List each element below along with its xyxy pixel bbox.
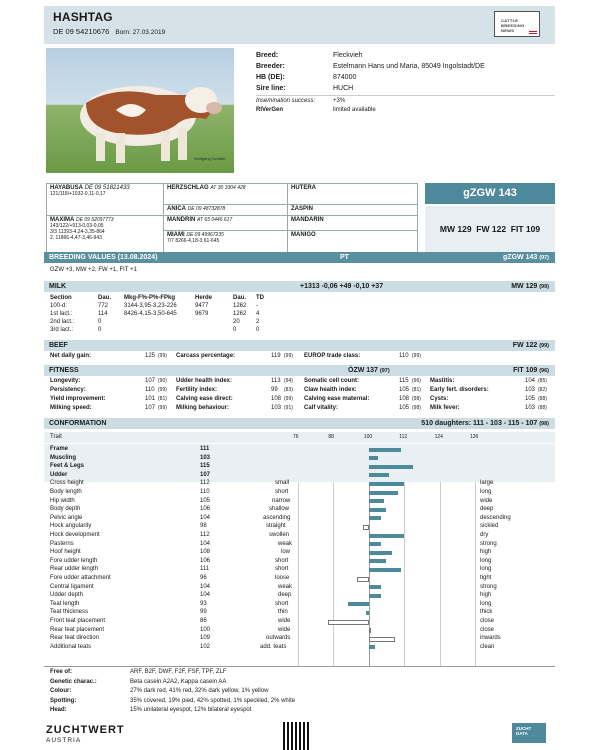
trait-value: 112 [200,480,210,487]
fitness-value: 110 [145,387,155,393]
trait-high: strong [480,540,497,547]
trait-value: 100 [200,626,211,633]
trait-bar [328,620,369,625]
trait-high: large [480,480,494,487]
milk-cell: 772 [98,303,109,309]
milk-cell: - [256,303,258,309]
trait-low: shallow [269,506,290,513]
trait-name: Udder [50,471,68,478]
trait-bar [369,473,390,477]
pedigree-dam: MAXIMA DE 09 52097773 143/122/+913-0,03-0,05 3/3 11393-4,24-3,35-864 2. 11866-4,47-3,46-943 [47,216,164,255]
trait-name: Front teat placement [50,618,106,624]
conformation-bar: CONFORMATION 510 daughters: 111 - 103 - 115 - 107 (98) [44,418,555,429]
fitness-label: Claw health index: [304,387,357,393]
trait-low: loose [275,575,290,581]
born-date: Born: 27.03.2019 [115,29,166,36]
bull-photo [46,48,234,173]
zuchtwert-logo: ZUCHTWERT [46,724,125,736]
footer-label: Free of: [50,669,73,675]
trait-name: Rear teat direction [50,635,100,642]
fitness-value: 105 [399,405,410,411]
trait-name: Pasterns [50,540,74,547]
gzw-total: gZGW 143 [425,183,555,204]
info2-value: limited available [333,107,376,113]
milk-cell: 2nd lact.: [50,319,75,325]
trait-name: Hock development [50,532,100,538]
fitness-label: Udder health index: [176,378,233,384]
trait-bar [369,542,381,546]
fitness-rel: (88) [538,405,547,411]
fitness-rel: (85) [538,378,547,384]
trait-low: swollen [269,532,290,538]
milk-header: Dau. [98,295,112,301]
fitness-value: 99 [271,387,278,393]
milk-cell: 114 [98,311,108,317]
scale-tick: 136 [470,434,479,440]
trait-value: 104 [200,592,211,599]
trait-bar [369,482,404,486]
trait-high: tight [480,575,492,581]
trait-bar [369,594,381,598]
fitness-value: 103 [271,405,282,411]
trait-value: 102 [200,643,211,650]
footer-label: Spotting: [50,697,77,704]
info-label: Sire line: [256,85,286,92]
pedigree-dss: MANDARIN [288,216,418,231]
trait-low: wide [278,626,291,633]
trait-low: short [275,557,289,564]
fitness-value: 105 [525,396,536,402]
trait-bar [369,628,371,633]
trait-value: 105 [200,497,211,504]
milk-cell: 3144-3,95-3,23-226 [124,303,177,309]
trait-bar [369,551,393,555]
beef-rel: (99) [158,353,167,359]
trait-high: inwards [480,635,501,642]
trait-low: narrow [272,497,291,504]
trait-high: sickled [480,523,499,530]
milk-cell: 2 [256,319,260,325]
fitness-label: Milking behaviour: [176,405,230,411]
trait-low: short [275,600,289,607]
trait-low: weak [278,540,293,547]
zuchtdata-logo: ZUCHT DATA [512,723,546,743]
info-value: HUCH [333,85,354,92]
trait-bar [348,602,369,606]
trait-bar [363,525,369,530]
header-band [44,6,555,44]
milk-header: Dau. [233,295,247,301]
trait-low: add. teats [260,643,287,650]
fitness-rel: (96) [412,378,421,384]
trait-name: Body depth [50,506,81,513]
milk-cell: 9679 [195,311,209,317]
fitness-rel: (99) [158,405,167,411]
fitness-value: 108 [271,396,282,402]
pedigree-table [46,183,418,255]
fitness-value: 103 [525,387,536,393]
footer-label: Head: [50,707,67,713]
trait-value: 111 [200,446,210,452]
trait-value: 112 [200,532,210,538]
trait-value: 108 [200,549,211,556]
trait-name: Cross height [50,480,84,487]
trait-low: ascending [263,514,291,521]
beef-rel: (99) [284,353,293,359]
fitness-rel: (81) [412,387,421,393]
trait-value: 104 [200,583,211,590]
milk-header: Mkg-F%-P%-FPkg [124,295,175,301]
trait-bar [369,568,401,572]
trait-bar [369,499,384,503]
divider [256,95,555,96]
fitness-value: 108 [399,396,410,402]
trait-name: Hoof height [50,549,81,556]
beef-rel: (99) [412,353,421,359]
trait-high: long [480,566,492,573]
fitness-label: Calving ease direct: [176,396,233,402]
trait-name: Feet & Legs [50,463,85,470]
trait-name: Rear udder length [50,566,99,573]
trait-value: 111 [200,566,210,573]
beef-label: Net daily gain: [50,353,92,359]
trait-high: long [480,489,492,495]
milk-cell: 9477 [195,303,209,309]
trait-header: Trait [50,434,62,440]
trait-low: low [281,549,291,556]
fitness-rel: (90) [158,378,167,384]
fitness-label: Early fert. disorders: [430,387,489,393]
trait-value: 86 [200,618,207,624]
scale-tick: 112 [399,434,408,440]
trait-low: thin [278,609,288,616]
footer-value: 27% dark red, 41% red, 32% dark yellow, 1% yellow [130,688,269,694]
fitness-rel: (99) [284,396,293,402]
fitness-label: Yield improvement: [50,396,106,402]
trait-bar [369,559,387,563]
fitness-label: Cysts: [430,396,449,402]
milk-cell: 100-d: [50,303,68,309]
trait-bar [369,465,413,469]
qr-code[interactable] [283,722,311,750]
milk-header: Herde [195,295,213,301]
milk-header: TD [256,295,264,301]
footer-value: 35% covered, 19% pied, 42% spotted, 1% speckled, 2% white [130,697,296,704]
trait-high: strong [480,583,497,590]
trait-bar [369,456,378,460]
footer-label: Genetic charac.: [50,678,97,685]
trait-name: Additional teats [50,643,92,650]
beef-value: 125 [145,353,156,359]
fitness-bar: FITNESS ÖZW 137 (97) FIT 109 (96) [44,365,555,376]
trait-bar [369,516,381,520]
bull-name: HASHTAG [53,10,113,24]
trait-value: 106 [200,506,211,513]
fitness-value: 104 [525,378,536,384]
fitness-value: 107 [145,378,156,384]
pedigree-dd: MIAMI DE 09 49967235 7/7 8266-4,18-3,61-645 [164,231,288,255]
hb-number: DE 09 54210676 [53,27,110,36]
info-label: Breed: [256,52,279,59]
trait-high: close [480,626,495,633]
scale-tick: 76 [293,434,299,440]
milk-cell: 1st lact.: [50,311,73,317]
trait-bar [369,637,396,642]
milk-cell: 4 [256,311,260,317]
fitness-rel: (88) [538,396,547,402]
photo-caption: Wolfgang Schäfer [194,156,226,161]
fitness-label: Longevity: [50,378,81,384]
fitness-value: 101 [145,396,156,402]
milk-cell: 0 [98,319,102,325]
trait-low: outwards [266,635,291,642]
trait-bar [369,508,387,512]
beef-bar: BEEF FW 122 (99) [44,340,555,351]
trait-value: 107 [200,471,211,478]
beef-label: Carcass percentage: [176,353,236,359]
fitness-label: Persistency: [50,387,86,393]
milk-bar: MILK +1313 -0,06 +49 -0,10 +37 MW 129 (99) [44,281,555,292]
scale-tick: 88 [328,434,334,440]
trait-bar [357,577,369,582]
trait-value: 104 [200,540,211,547]
breeding-sub: GZW +3, MW +2, FW +1, FIT +1 [50,267,137,273]
fitness-rel: (82) [538,387,547,393]
info-value: Fleckvieh [333,52,363,59]
pedigree-ssd: ZASPIN [288,205,418,216]
pedigree-ds: MANDRIN AT 65 0446 617 [164,216,288,231]
trait-value: 99 [200,609,207,616]
trait-low: weak [278,583,293,590]
trait-high: thick [480,609,493,616]
trait-high: long [480,557,492,564]
trait-high: high [480,592,492,599]
fitness-label: Calving ease maternal: [304,396,370,402]
trait-name: Body length [50,489,82,495]
info2-value: +3% [333,98,346,104]
trait-bar [369,534,404,538]
trait-high: high [480,549,492,556]
trait-high: deep [480,506,494,513]
pedigree-ss: HERZSCHLAG AT 30 3304 428 [164,184,288,205]
milk-cell: 0 [233,327,237,333]
milk-cell: 8426-4,15-3,50-645 [124,311,177,317]
trait-value: 104 [200,514,211,521]
pedigree-sd: ANICA DE 09 48732878 [164,205,288,216]
info-value: 874000 [333,74,357,81]
fitness-rel: (98) [412,396,421,402]
trait-name: Rear teat placement [50,626,105,633]
trait-value: 103 [200,454,211,461]
trait-value: 110 [200,489,210,495]
trait-value: 106 [200,557,211,564]
trait-high: long [480,600,492,607]
milk-cell: 20 [233,319,240,325]
info-value: Estelmann Hans und Maria, 85049 Ingolstadt/DE [333,63,485,70]
fitness-value: 103 [525,405,536,411]
fitness-rel: (98) [412,405,421,411]
trait-header-bg [44,432,555,443]
trait-value: 93 [200,600,207,607]
trait-name: Muscling [50,454,77,461]
trait-name: Hock angularity [50,523,92,530]
milk-cell: 1262 [233,303,247,309]
trait-low: straight [266,523,286,530]
divider [44,666,555,667]
trait-value: 109 [200,635,211,642]
fitness-label: Milk fever: [430,405,460,411]
bull-id [53,27,165,36]
milk-cell: 0 [98,327,102,333]
trait-name: Frame [50,446,69,452]
milk-cell: 3rd lact.: [50,327,74,333]
fitness-value: 105 [399,387,410,393]
footer-value: ARF, B2F, DWF, F2F, FSF, TPF, ZLF [130,669,227,675]
fitness-value: 115 [399,378,409,384]
fitness-label: Calf vitality: [304,405,339,411]
cattle-breeding-news-logo: CATTLE BREEDING NEWS [494,11,540,37]
trait-bar [369,491,399,495]
trait-name: Teat thickness [50,609,89,616]
pedigree-dsd: MANIGO [288,231,418,255]
trait-high: dry [480,532,489,538]
footer-value: 15% unilateral eyespot, 12% bilateral eyespot [130,707,252,713]
beef-label: EUROP trade class: [304,353,361,359]
fitness-label: Milking speed: [50,405,92,411]
fitness-value: 113 [271,378,281,384]
gzw-breakdown: MW 129 FW 122 FIT 109 [425,206,555,253]
fitness-rel: (91) [284,405,293,411]
trait-bar [366,611,369,615]
zuchtwert-sub: AUSTRIA [46,737,82,744]
pedigree-sire: HAYABUSA DE 09 51821433 121/118/+1032-0,11-0,17 [47,184,164,216]
fitness-rel: (83) [284,387,293,393]
footer-label: Colour: [50,688,72,694]
trait-low: short [275,566,289,573]
scale-tick: 124 [434,434,443,440]
trait-name: Hip width [50,497,75,504]
trait-low: small [275,480,290,487]
trait-name: Teat length [50,600,80,607]
fitness-label: Fertility index: [176,387,218,393]
info-label: HB (DE): [256,74,285,81]
scale-tick: 100 [363,434,373,440]
milk-cell: 0 [256,327,260,333]
info-label: Breeder: [256,63,285,70]
trait-value: 98 [200,523,207,530]
trait-bar [369,448,401,452]
trait-name: Fore udder attachment [50,575,111,581]
trait-low: wide [278,618,291,624]
fitness-value: 107 [145,405,156,411]
beef-value: 110 [399,353,409,359]
trait-high: close [480,618,495,624]
trait-value: 96 [200,575,207,581]
milk-header: Section [50,295,72,301]
trait-bar [369,585,381,589]
info2-label: Insemination success: [256,98,316,104]
trait-name: Central ligament [50,583,94,590]
footer-value: Beta casein A2A2, Kappa casein AA [130,678,227,685]
trait-name: Pelvic angle [50,514,83,521]
trait-value: 115 [200,463,210,470]
fitness-label: Somatic cell count: [304,378,360,384]
trait-bar [369,645,375,649]
fitness-rel: (99) [158,387,167,393]
fitness-rel: (94) [284,378,293,384]
trait-high: clean [480,643,495,650]
trait-name: Udder depth [50,592,84,599]
trait-low: deep [278,592,292,599]
fitness-label: Mastitis: [430,378,455,384]
trait-name: Fore udder length [50,557,98,564]
trait-high: wide [480,497,493,504]
main-traits-bg [44,444,555,482]
info2-label: RIVerGen [256,107,284,113]
fitness-rel: (81) [158,396,167,402]
pedigree-sss: HUTERA [288,184,418,205]
trait-low: short [275,489,289,495]
milk-cell: 1262 [233,311,247,317]
breeding-values-bar: BREEDING VALUES (13.08.2024) PT gZGW 143 (97) [44,252,555,263]
beef-value: 119 [271,353,281,359]
trait-high: descending [480,514,511,521]
